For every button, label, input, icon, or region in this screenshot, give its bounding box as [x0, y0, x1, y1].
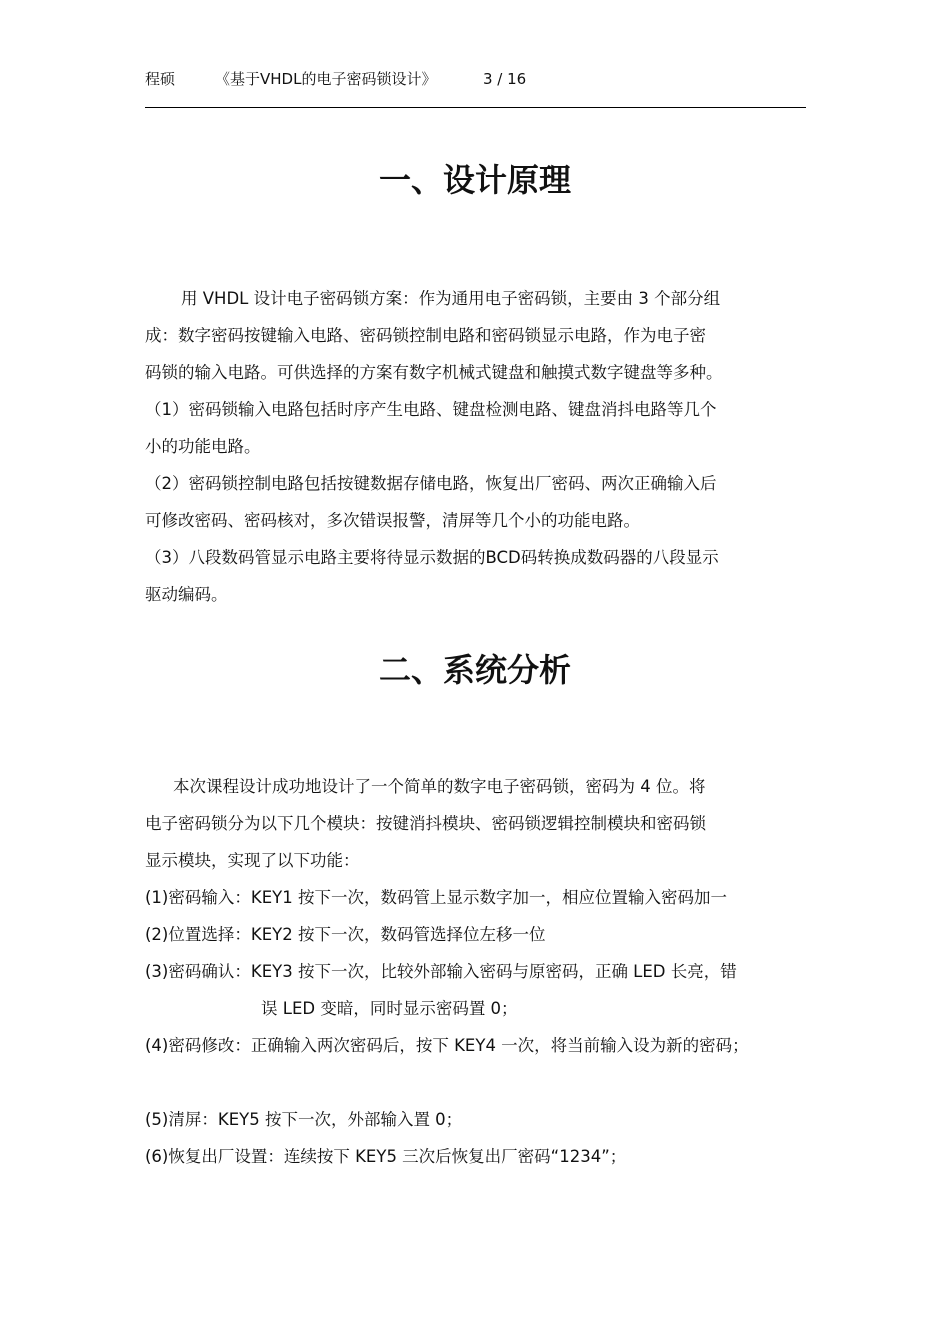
- list-item: (4)密码修改：正确输入两次密码后，按下 KEY4 一次，将当前输入设为新的密码；: [145, 1036, 749, 1055]
- list-item: (6)恢复出厂设置：连续按下 KEY5 三次后恢复出厂密码“1234”；: [145, 1147, 627, 1166]
- blank-line: [145, 1064, 810, 1101]
- list-item: (2)位置选择：KEY2 按下一次，数码管选择位左移一位: [145, 925, 546, 944]
- paragraph-line: （3）八段数码管显示电路主要将待显示数据的BCD码转换成数码器的八段显示: [145, 548, 719, 567]
- section-heading-system-analysis: 二、系统分析: [378, 651, 571, 689]
- header-rule: [145, 107, 806, 108]
- section2-body: [145, 768, 810, 1175]
- page-header: [145, 68, 805, 90]
- paragraph-line: 显示模块，实现了以下功能：: [145, 851, 360, 870]
- paragraph-line: 电子密码锁分为以下几个模块：按键消抖模块、密码锁逻辑控制模块和密码锁: [145, 814, 706, 833]
- paragraph-line: （1）密码锁输入电路包括时序产生电路、键盘检测电路、键盘消抖电路等几个: [145, 400, 717, 419]
- paragraph-line: 本次课程设计成功地设计了一个简单的数字电子密码锁，密码为 4 位。将: [173, 777, 706, 796]
- section-heading-design-principle: 一、设计原理: [378, 161, 571, 199]
- section1-body: [145, 280, 810, 613]
- paragraph-line: 码锁的输入电路。可供选择的方案有数字机械式键盘和触摸式数字键盘等多种。: [145, 363, 723, 382]
- paragraph-line: 驱动编码。: [145, 585, 228, 604]
- paragraph-line: 成：数字密码按键输入电路、密码锁控制电路和密码锁显示电路，作为电子密: [145, 326, 706, 345]
- list-item: (3)密码确认：KEY3 按下一次，比较外部输入密码与原密码，正确 LED 长亮，错: [145, 962, 737, 981]
- paragraph-line: 可修改密码、密码核对，多次错误报警，清屏等几个小的功能电路。: [145, 511, 640, 530]
- list-item: (5)清屏：KEY5 按下一次，外部输入置 0；: [145, 1110, 463, 1129]
- list-item: (1)密码输入：KEY1 按下一次，数码管上显示数字加一，相应位置输入密码加一: [145, 888, 727, 907]
- paragraph-line: 用 VHDL 设计电子密码锁方案：作为通用电子密码锁，主要由 3 个部分组: [181, 289, 721, 308]
- paragraph-line: 小的功能电路。: [145, 437, 261, 456]
- header-doc-title: 《基于VHDL的电子密码锁设计》: [215, 70, 437, 88]
- header-page-number: 3 / 16: [483, 70, 527, 88]
- header-author: 程硕: [145, 70, 176, 88]
- list-item-continuation: 误 LED 变暗，同时显示密码置 0；: [261, 999, 518, 1018]
- paragraph-line: （2）密码锁控制电路包括按键数据存储电路，恢复出厂密码、两次正确输入后: [145, 474, 717, 493]
